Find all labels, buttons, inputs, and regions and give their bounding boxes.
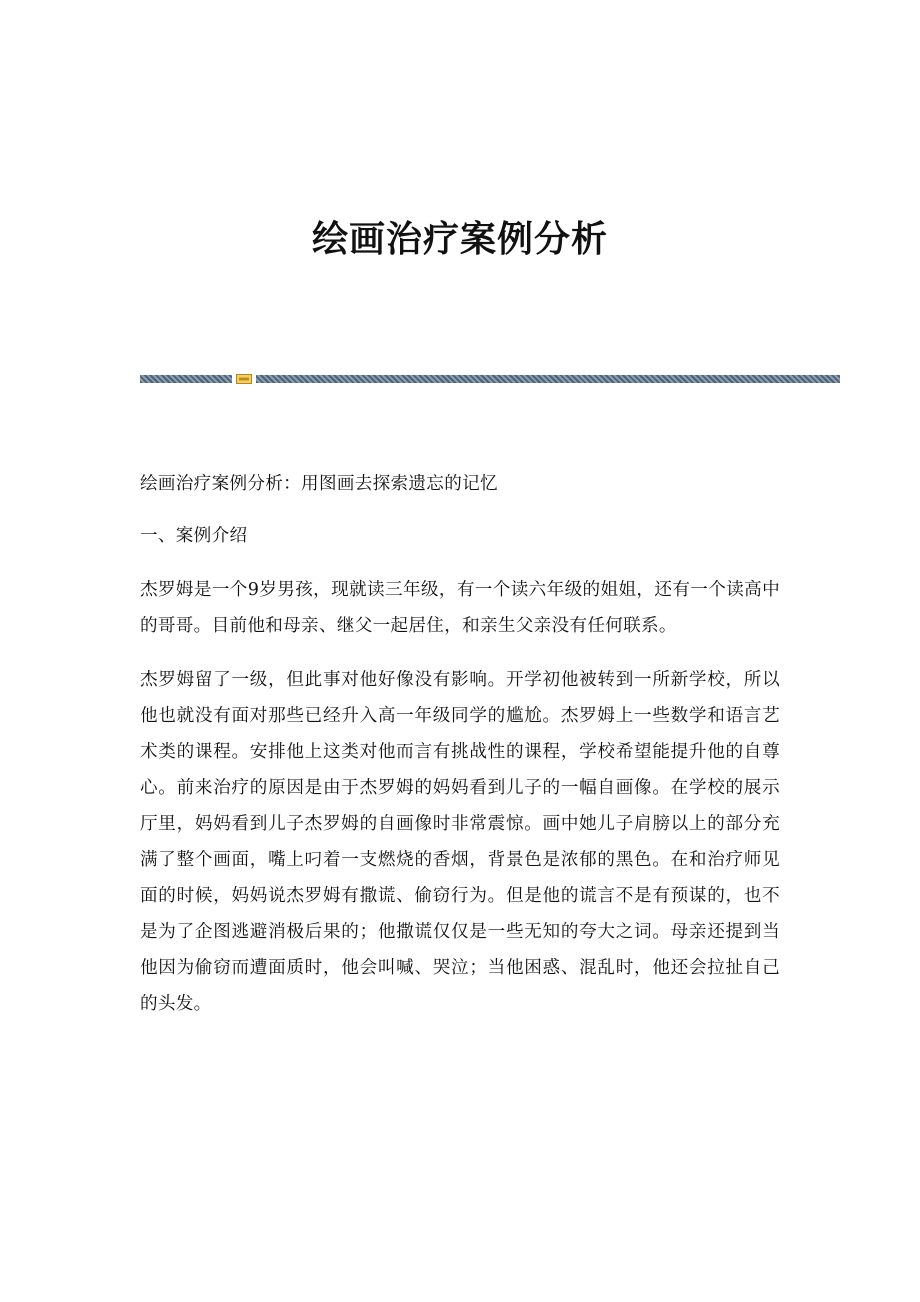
document-body bbox=[140, 466, 780, 1040]
paragraph: 杰罗姆是一个9岁男孩，现就读三年级，有一个读六年级的姐姐，还有一个读高中的哥哥。目前他和母亲、继父一起居住，和亲生父亲没有任何联系。 bbox=[140, 580, 780, 636]
divider-bar-right bbox=[256, 375, 840, 383]
document-subtitle: 绘画治疗案例分析：用图画去探索遗忘的记忆 bbox=[140, 474, 498, 494]
title-divider bbox=[140, 374, 840, 384]
paragraph: 杰罗姆留了一级，但此事对他好像没有影响。开学初他被转到一所新学校，所以他也就没有面对那些已经升入高一年级同学的尴尬。杰罗姆上一些数学和语言艺术类的课程。安排他上这类对他而言有挑战性的课程，学校希望能提升他的自尊心。前来治疗的原因是由于杰罗姆的妈妈看到儿子的一幅自画像。在学校的展示厅里，妈妈看到儿子杰罗姆的自画像时非常震惊。画中她儿子肩膀以上的部分充满了整个画面，嘴上叼着一支燃烧的香烟，背景色是浓郁的黑色。在和治疗师见面的时候，妈妈说杰罗姆有撒谎、偷窃行为。但是他的谎言不是有预谋的，也不是为了企图逃避消极后果的；他撒谎仅仅是一些无知的夸大之词。母亲还提到当他因为偷窃而遭面质时，他会叫喊、哭泣；当他困惑、混乱时，他还会拉扯自己的头发。 bbox=[140, 670, 780, 1014]
divider-ornament-icon bbox=[236, 374, 252, 384]
divider-bar-left bbox=[140, 375, 232, 383]
document-title: 绘画治疗案例分析 bbox=[311, 219, 608, 260]
section-heading: 一、案例介绍 bbox=[140, 526, 248, 546]
